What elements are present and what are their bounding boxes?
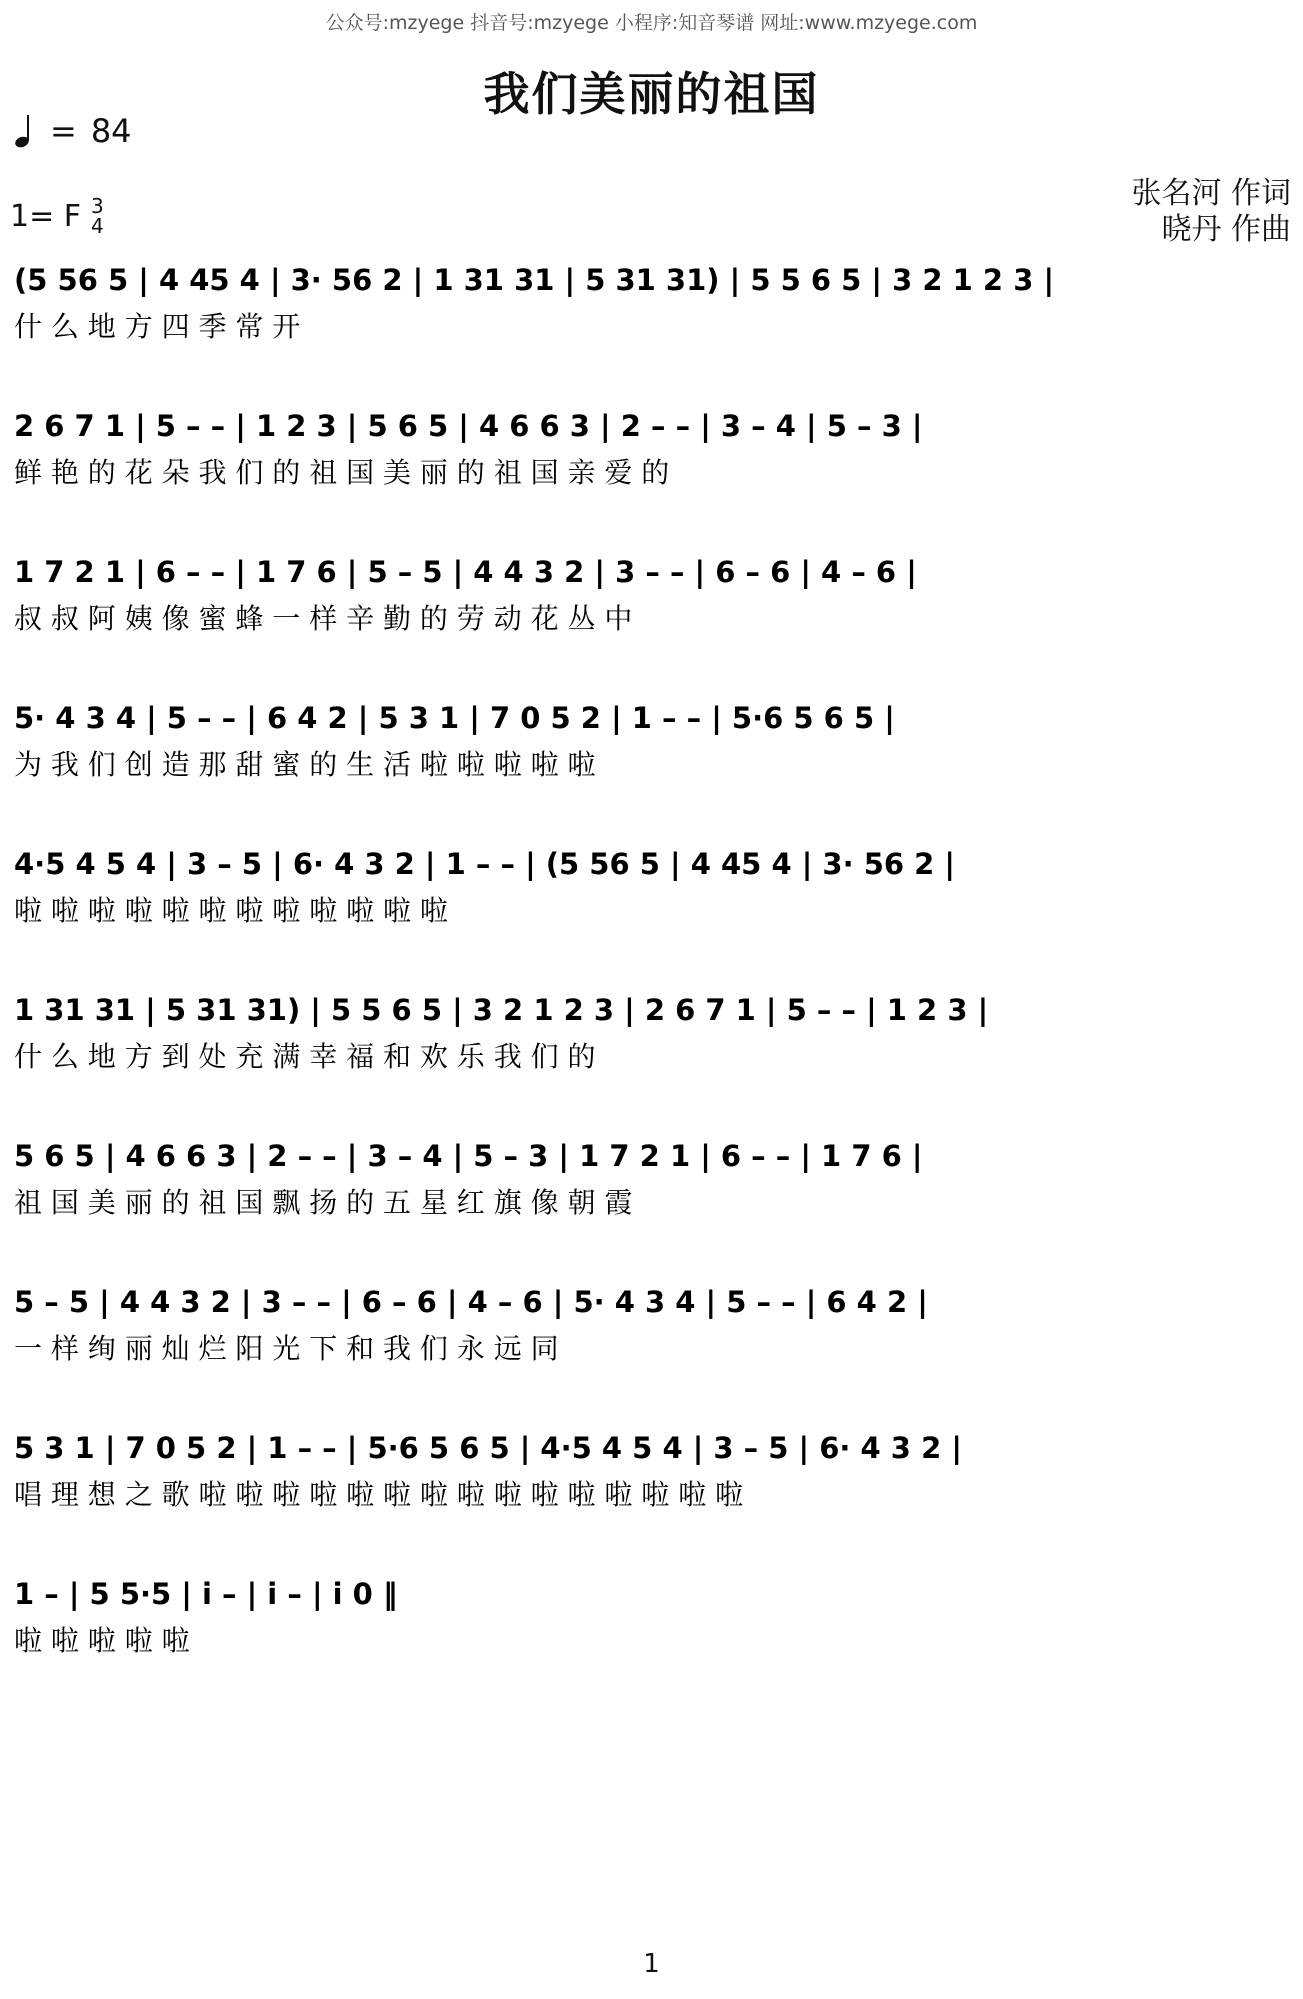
notation-text: 5 6 5 | 4 6 6 3 | 2 – – | 3 – 4 | 5 – 3 | 1 7 2 1 | 6 – – | 1 7 6 | xyxy=(14,1139,923,1173)
notation-text: 1 7 2 1 | 6 – – | 1 7 6 | 5 – 5 | 4 4 3 2 | 3 – – | 6 – 6 | 4 – 6 | xyxy=(14,555,917,589)
page-header: 公众号:mzyege 抖音号:mzyege 小程序:知音琴谱 网址:www.mzyege.com xyxy=(325,12,978,34)
lyric-text: 什 么 地 方 四 季 常 开 xyxy=(14,310,301,343)
notation-text: 1 31 31 | 5 31 31) | 5 5 6 5 | 3 2 1 2 3 | 2 6 7 1 | 5 – – | 1 2 3 | xyxy=(14,993,989,1027)
lyric-text: 啦 啦 啦 啦 啦 xyxy=(14,1624,190,1657)
lyric-text: 什 么 地 方 到 处 充 满 幸 福 和 欢 乐 我 们 的 xyxy=(14,1040,596,1073)
notation-line xyxy=(14,1285,928,1319)
time-signature xyxy=(91,196,104,236)
notation-text: 5 3 1 | 7 0 5 2 | 1 – – | 5·6 5 6 5 | 4·5 4 5 4 | 3 – 5 | 6· 4 3 2 | xyxy=(14,1431,962,1465)
score-canvas xyxy=(14,260,1303,1720)
notation-text: 5 – 5 | 4 4 3 2 | 3 – – | 6 – 6 | 4 – 6 | 5· 4 3 4 | 5 – – | 6 4 2 | xyxy=(14,1285,928,1319)
lyric-text: 啦 啦 啦 啦 啦 啦 啦 啦 啦 啦 啦 啦 xyxy=(14,894,448,927)
notation-line xyxy=(14,847,955,881)
notation-line xyxy=(14,263,1054,297)
score xyxy=(14,260,1303,1720)
notation-line xyxy=(14,409,922,443)
lyric-line xyxy=(14,456,669,489)
lyric-text: 叔 叔 阿 姨 像 蜜 蜂 一 样 辛 勤 的 劳 动 花 丛 中 xyxy=(14,602,633,635)
tempo-bpm: 84 xyxy=(90,112,132,150)
lyric-line xyxy=(14,1332,559,1365)
song-title: 我们美丽的祖国 xyxy=(483,67,820,121)
notation-text: 4·5 4 5 4 | 3 – 5 | 6· 4 3 2 | 1 – – | (5 56 5 | 4 45 4 | 3· 56 2 | xyxy=(14,847,956,881)
time-sig-top: 3 xyxy=(91,194,104,218)
tempo-equals: = xyxy=(50,112,77,150)
lyric-line xyxy=(14,1040,596,1073)
notation-line xyxy=(14,555,917,589)
notation-text: 5· 4 3 4 | 5 – – | 6 4 2 | 5 3 1 | 7 0 5 2 | 1 – – | 5·6 5 6 5 | xyxy=(14,701,895,735)
lyric-line xyxy=(14,1624,190,1657)
credits xyxy=(1131,176,1291,248)
key-signature xyxy=(10,196,104,236)
notation-line xyxy=(14,993,988,1027)
lyric-text: 一 样 绚 丽 灿 烂 阳 光 下 和 我 们 永 远 同 xyxy=(14,1332,559,1365)
notation-line xyxy=(14,701,895,735)
lyricist-credit: 张名河 作词 xyxy=(1131,176,1291,211)
time-sig-bottom: 4 xyxy=(91,214,104,238)
tempo-marking xyxy=(14,112,132,150)
lyric-line xyxy=(14,1478,743,1511)
lyric-text: 为 我 们 创 造 那 甜 蜜 的 生 活 啦 啦 啦 啦 啦 xyxy=(14,748,596,781)
notation-text: (5 56 5 | 4 45 4 | 3· 56 2 | 1 31 31 | 5 31 31) | 5 5 6 5 | 3 2 1 2 3 | xyxy=(14,263,1055,297)
key-label: 1= F xyxy=(10,198,82,234)
lyric-line xyxy=(14,894,448,927)
lyric-text: 鲜 艳 的 花 朵 我 们 的 祖 国 美 丽 的 祖 国 亲 爱 的 xyxy=(14,456,670,489)
lyric-line xyxy=(14,310,300,343)
notation-line xyxy=(14,1139,922,1173)
page-number: 1 xyxy=(643,1949,660,1979)
notation-text: 2 6 7 1 | 5 – – | 1 2 3 | 5 6 5 | 4 6 6 3 | 2 – – | 3 – 4 | 5 – 3 | xyxy=(14,409,923,443)
composer-credit: 晓丹 作曲 xyxy=(1161,212,1291,247)
notation-line xyxy=(14,1431,962,1465)
lyric-line xyxy=(14,602,632,635)
lyric-line xyxy=(14,748,596,781)
notation-line xyxy=(14,1577,397,1611)
lyric-text: 祖 国 美 丽 的 祖 国 飘 扬 的 五 星 红 旗 像 朝 霞 xyxy=(14,1186,633,1219)
notation-text: 1 – | 5 5·5 | i – | i – | i 0 ‖ xyxy=(14,1577,398,1611)
lyric-text: 唱 理 想 之 歌 啦 啦 啦 啦 啦 啦 啦 啦 啦 啦 啦 啦 啦 啦 啦 xyxy=(14,1478,744,1511)
lyric-line xyxy=(14,1186,632,1219)
quarter-note-icon xyxy=(14,113,36,149)
